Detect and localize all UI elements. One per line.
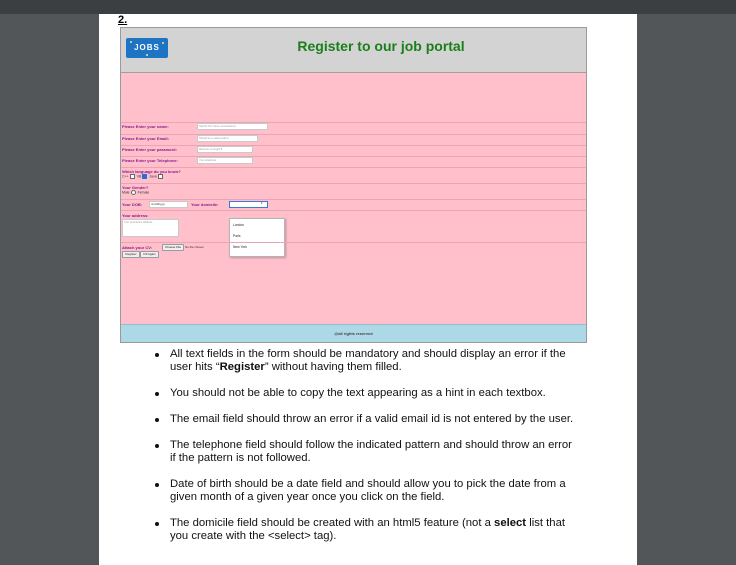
- requirements-list: [155, 348, 575, 556]
- address-row: [121, 210, 586, 224]
- list-item: All text fields in the form should be mandatory and should display an error if the user hits “Register” without having them filled.: [155, 348, 575, 374]
- name-row: [121, 122, 586, 129]
- star-icon: [130, 41, 132, 43]
- dob-label: Your DOB:: [122, 202, 143, 207]
- section-heading: 2.: [118, 14, 128, 26]
- gender-label: Your Gender?: [122, 185, 149, 190]
- email-row: [121, 134, 586, 141]
- address-textarea[interactable]: Your permanent address: [122, 219, 179, 237]
- bullet-icon: [155, 353, 159, 357]
- dob-row: [121, 199, 586, 207]
- list-item: Date of birth should be a date field and should allow you to pick the date from a given month of a given year once you click on the field.: [155, 478, 575, 504]
- list-item: The domicile field should be created with an html5 feature (not a select list that you create with the <select> tag).: [155, 517, 575, 543]
- language-row: [121, 167, 586, 179]
- form-footer: @all rights reserved: [121, 324, 586, 343]
- viewer-toolbar: [0, 0, 736, 14]
- password-label: Please Enter your password:: [122, 147, 177, 152]
- lang-java-label: Java: [149, 174, 157, 179]
- gender-options: [122, 190, 149, 195]
- lang-vb-checkbox[interactable]: [142, 174, 147, 179]
- domicile-option[interactable]: Paris: [233, 234, 241, 238]
- form-screenshot: [120, 27, 587, 343]
- lang-cpp-checkbox[interactable]: [130, 174, 135, 179]
- chevron-down-icon[interactable]: ▾: [261, 201, 263, 205]
- register-button[interactable]: Register: [122, 251, 140, 258]
- choose-file-button[interactable]: Choose File: [162, 244, 184, 251]
- language-options: [122, 174, 164, 179]
- list-item: The email field should throw an error if a valid email id is not entered by the user.: [155, 413, 575, 426]
- no-file-text: No file chosen: [185, 245, 205, 249]
- lang-cpp-label: C++: [122, 174, 129, 179]
- lang-vb-label: VB: [136, 174, 142, 179]
- list-item: The telephone field should follow the indicated pattern and should throw an error if the pattern is not followed.: [155, 439, 575, 465]
- password-input[interactable]: Minimum of length 8: [197, 146, 253, 153]
- name-label: Please Enter your name:: [122, 124, 169, 129]
- name-input[interactable]: Specify first name and lastname: [197, 123, 268, 130]
- domicile-option[interactable]: New York: [233, 245, 247, 249]
- telephone-input[interactable]: Your telephone: [197, 157, 253, 164]
- domicile-datalist: [229, 218, 285, 257]
- telephone-label: Please Enter your Telephone:: [122, 158, 178, 163]
- password-row: [121, 145, 586, 152]
- fill-again-button[interactable]: Fill Again: [140, 251, 159, 258]
- form-title: Register to our job portal: [297, 38, 465, 54]
- bullet-icon: [155, 522, 159, 526]
- email-label: Please Enter your Email:: [122, 136, 169, 141]
- email-input[interactable]: Should be a valid email id: [197, 135, 258, 142]
- logo-text: JOBS: [134, 43, 160, 52]
- bullet-icon: [155, 392, 159, 396]
- language-label: Which language do you know?: [122, 169, 181, 174]
- bullet-icon: [155, 418, 159, 422]
- telephone-row: [121, 156, 586, 163]
- gender-female-label: Female: [137, 190, 150, 195]
- gender-row: [121, 183, 586, 195]
- gender-male-label: Male: [122, 190, 130, 195]
- gender-male-radio[interactable]: [131, 190, 136, 195]
- jobs-logo: [126, 38, 168, 58]
- domicile-option[interactable]: London: [233, 223, 245, 227]
- bullet-icon: [155, 444, 159, 448]
- document-page: [99, 14, 637, 565]
- domicile-label: Your domicile:: [191, 202, 219, 207]
- lang-java-checkbox[interactable]: [158, 174, 163, 179]
- dob-input[interactable]: mm/dd/yyyy: [149, 201, 188, 208]
- cv-label: Attach your CV:: [122, 245, 153, 250]
- list-item: You should not be able to copy the text appearing as a hint in each textbox.: [155, 387, 575, 400]
- address-label: Your address:: [122, 213, 149, 218]
- bullet-icon: [155, 483, 159, 487]
- star-icon: [146, 54, 148, 56]
- star-icon: [162, 42, 164, 44]
- form-header: [121, 28, 586, 73]
